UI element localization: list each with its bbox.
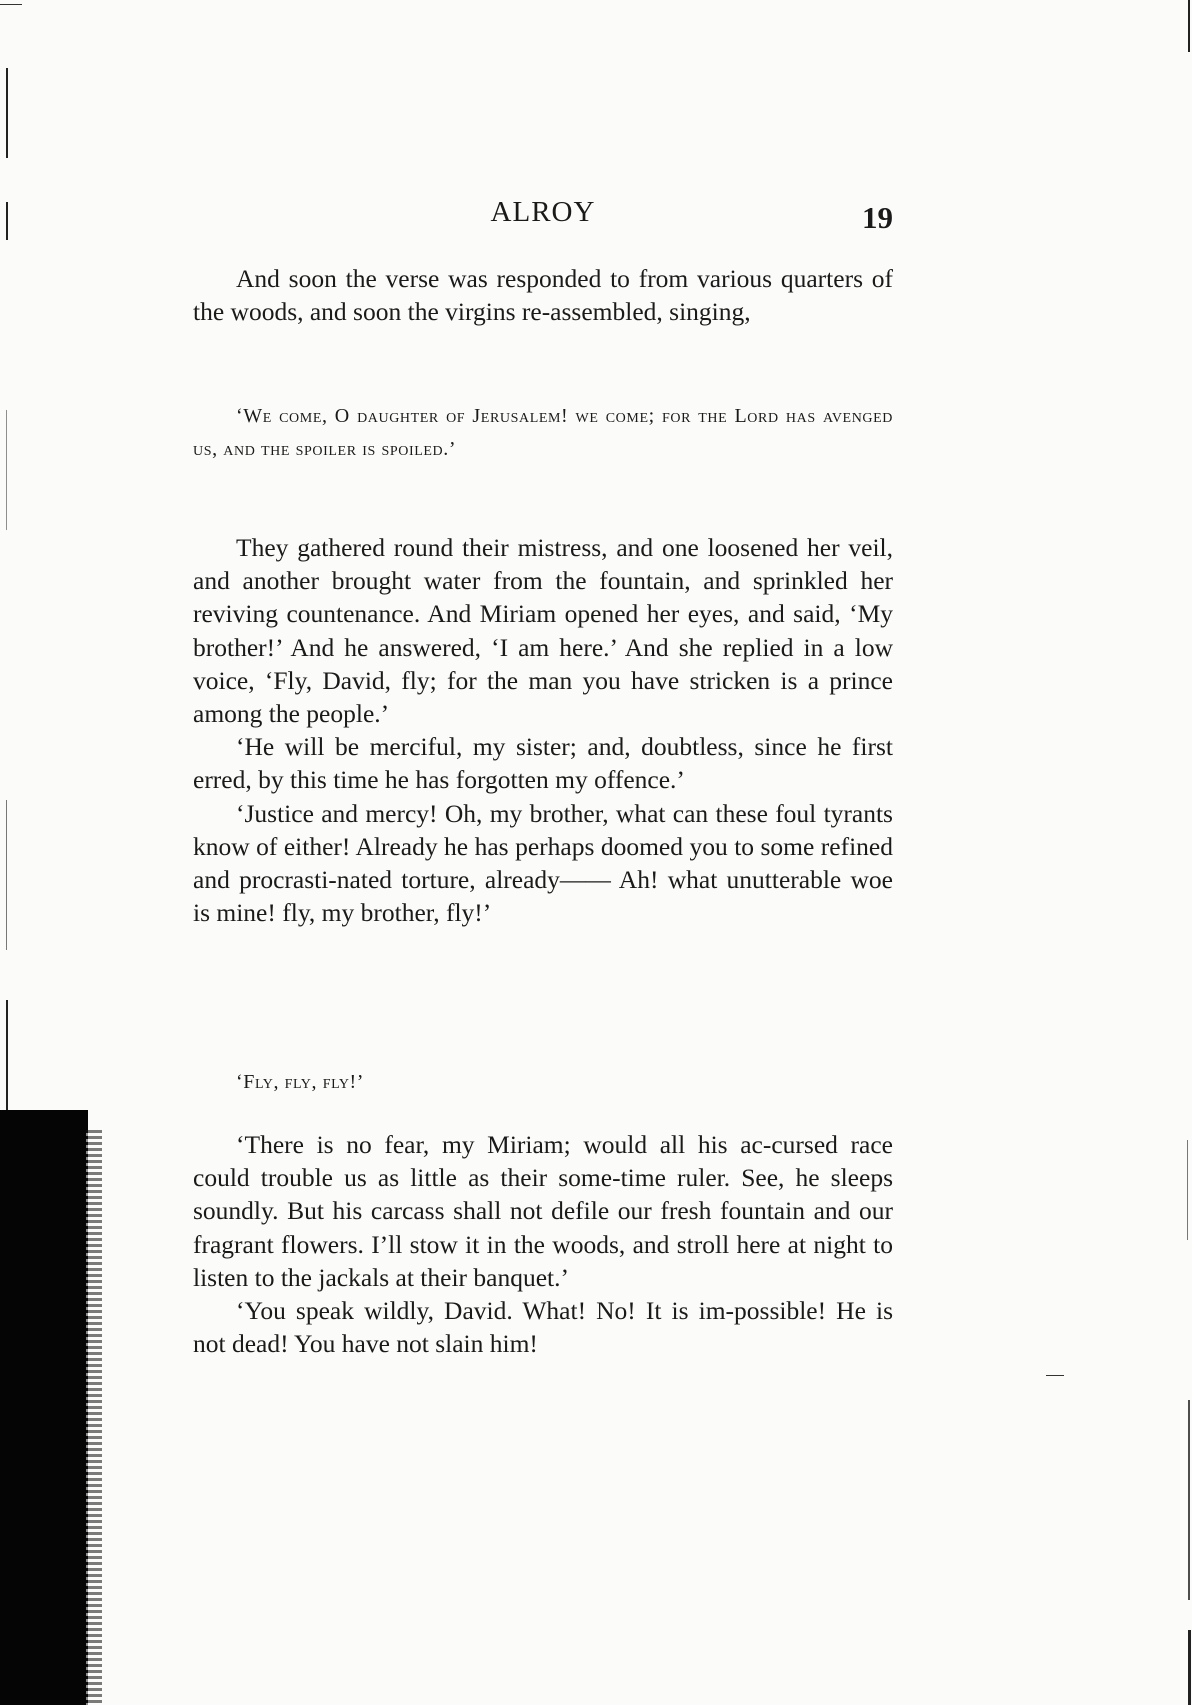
text-block-middle bbox=[193, 531, 893, 929]
verse-block bbox=[193, 1066, 893, 1099]
text-block-bottom bbox=[193, 1128, 893, 1360]
running-title: ALROY bbox=[490, 196, 596, 228]
scan-edge-line bbox=[1188, 1630, 1191, 1705]
scan-corner-mark bbox=[0, 4, 22, 5]
scan-edge-line bbox=[6, 202, 8, 240]
scan-edge-line bbox=[1188, 1400, 1190, 1600]
text-block-top bbox=[193, 262, 893, 328]
page-header bbox=[193, 196, 893, 236]
scan-edge-line bbox=[6, 410, 7, 530]
scan-margin-dash bbox=[1046, 1375, 1064, 1376]
page-number: 19 bbox=[862, 200, 893, 235]
scan-edge-line bbox=[1188, 0, 1190, 52]
scan-edge-line bbox=[6, 68, 8, 158]
verse-block bbox=[193, 400, 893, 466]
scan-edge-line bbox=[6, 1000, 8, 1110]
paragraph: They gathered round their mistress, and one loosened her veil, and another brought water from the fountain, and sprinkled her reviving countenance. And Miriam opened her eyes, and said, ‘My brother!’ And he answered, ‘I am here.’ And she replied in a low voice, ‘Fly, David, fly; for the man you have stricken is a prince among the people.’ bbox=[193, 533, 893, 729]
verse-text: ‘We come, O daughter of Jerusalem! we come; for the Lord has avenged us, and the spoiler is spoiled.’ bbox=[193, 405, 893, 460]
paragraph: ‘You speak wildly, David. What! No! It is im-possible! He is not dead! You have not slain him! bbox=[193, 1296, 893, 1359]
paragraph: And soon the verse was responded to from various quarters of the woods, and soon the virgins re-assembled, singing, bbox=[193, 264, 893, 327]
scan-shadow-edge bbox=[0, 1110, 88, 1705]
scan-edge-line bbox=[6, 800, 7, 950]
paragraph: ‘He will be merciful, my sister; and, doubtless, since he first erred, by this time he has forgotten my offence.’ bbox=[193, 732, 893, 795]
scan-edge-line bbox=[1187, 1140, 1188, 1240]
verse-text: ‘Fly, fly, fly!’ bbox=[236, 1071, 365, 1093]
paragraph: ‘Justice and mercy! Oh, my brother, what can these foul tyrants know of either! Already he has perhaps doomed you to some refined and procrasti-nated torture, already—— Ah! what unutterable woe is mine! fly, my brother, fly!’ bbox=[193, 798, 893, 928]
paragraph: ‘There is no fear, my Miriam; would all his ac-cursed race could trouble us as little as their some-time ruler. See, he sleeps soundly. But his carcass shall not defile our fresh fountain and our fragrant flowers. I’ll stow it in the woods, and stroll here at night to listen to the jackals at their banquet.’ bbox=[193, 1130, 893, 1292]
